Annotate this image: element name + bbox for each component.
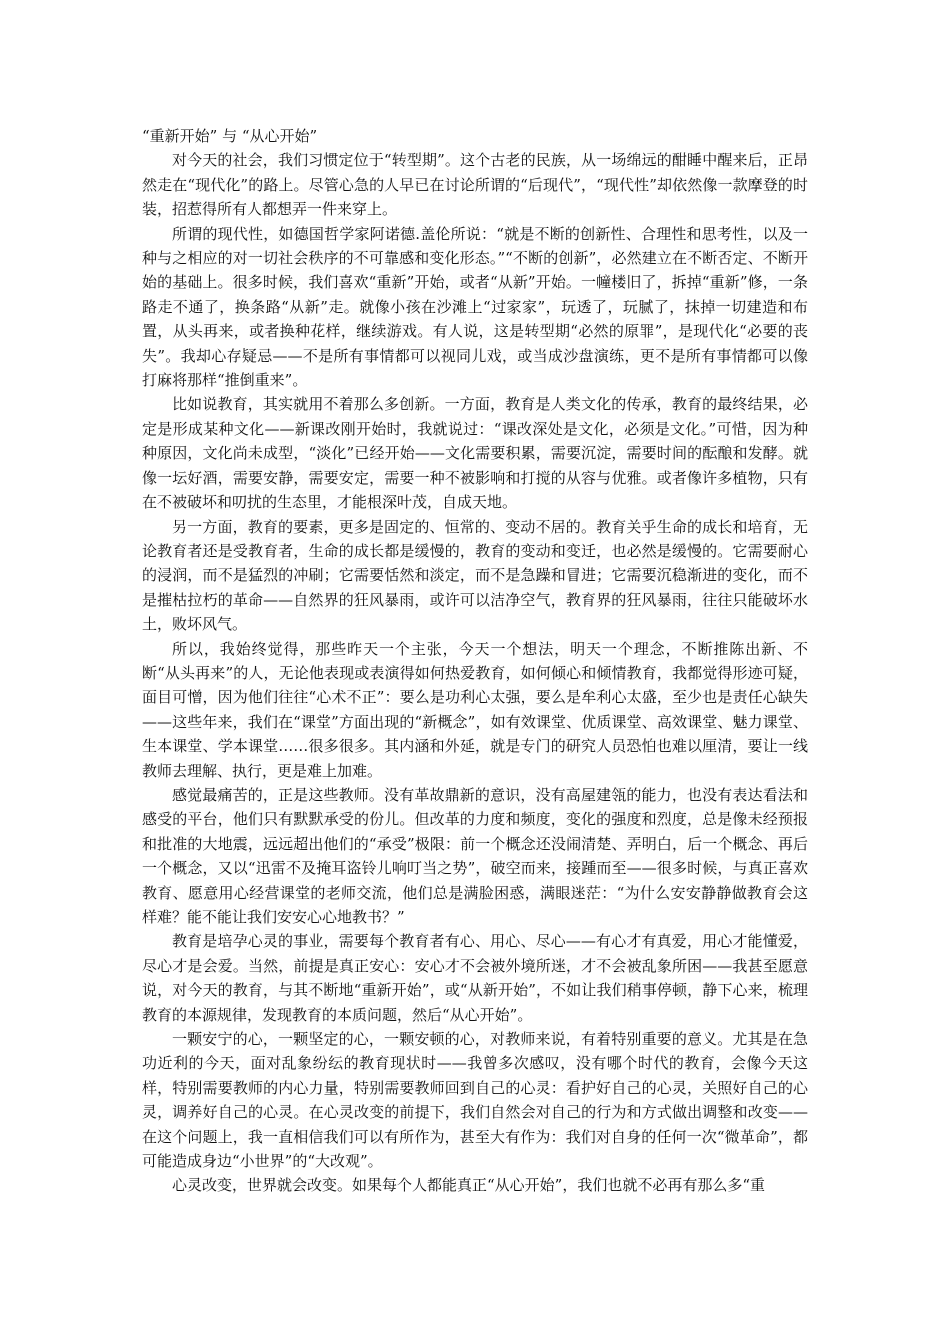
document-title: “重新开始” 与 “从心开始” — [142, 127, 318, 145]
paragraph-1: 对今天的社会，我们习惯定位于“转型期”。这个古老的民族，从一场绵远的酣睡中醒来后，正昂然走在“现代化”的路上。尽管心急的人早已在讨论所谓的“后现代”，“现代性”却依然像一款摩登的时装，招惹得所有人都想弄一件来穿上。 — [142, 151, 808, 219]
paragraph-9: 心灵改变，世界就会改变。如果每个人都能真正“从心开始”，我们也就不必再有那么多“重 — [172, 1176, 766, 1195]
paragraph-3: 比如说教育，其实就用不着那么多创新。一方面，教育是人类文化的传承，教育的最终结果，必定是形成某种文化——新课改刚开始时，我就说过：“课改深处是文化，必须是文化。”可惜，因为种种原因，文化尚未成型，“淡化”已经开始——文化需要积累，需要沉淀，需要时间的酝酿和发酵。就像一坛好酒，需要安静，需要安定，需要一种不被影响和打搅的从容与优雅。或者像许多植物，只有在不被破坏和叨扰的生态里，才能根深叶茂，自成天地。 — [142, 395, 808, 512]
paragraph-7: 教育是培孕心灵的事业，需要每个教育者有心、用心、尽心——有心才有真爱，用心才能懂爱，尽心才是会爱。当然，前提是真正安心：安心才不会被外境所迷，才不会被乱象所困——我甚至愿意说，对今天的教育，与其不断地“重新开始”，或“从新开始”，不如让我们稍事停顿，静下心来，梳理教育的本源规律，发现教育的本质问题，然后“从心开始”。 — [142, 932, 808, 1024]
document-body — [142, 124, 808, 1198]
paragraph-2: 所谓的现代性，如德国哲学家阿诺德.盖伦所说：“就是不断的创新性、合理性和思考性，以及一种与之相应的对一切社会秩序的不可靠感和变化形态。”“不断的创新”，必然建立在不断否定、不断开始的基础上。很多时候，我们喜欢“重新”开始，或者“从新”开始。一幢楼旧了，拆掉“重新”修，一条路走不通了，换条路“从新”走。就像小孩在沙滩上“过家家”，玩透了，玩腻了，抹掉一切建造和布置，从头再来，或者换种花样，继续游戏。有人说，这是转型期“必然的原罪”，是现代化“必要的丧失”。我却心存疑忌——不是所有事情都可以视同儿戏，或当成沙盘演练，更不是所有事情都可以像打麻将那样“推倒重来”。 — [142, 224, 808, 390]
paragraph-5: 所以，我始终觉得，那些昨天一个主张，今天一个想法，明天一个理念，不断推陈出新、不断“从头再来”的人，无论他表现或表演得如何热爱教育，如何倾心和倾情教育，我都觉得形迹可疑，面目可憎，因为他们往往“心术不正”：要么是功利心太强，要么是牟利心太盛，至少也是责任心缺失——这些年来，我们在“课堂”方面出现的“新概念”，如有效课堂、优质课堂、高效课堂、魅力课堂、生本课堂、学本课堂……很多很多。其内涵和外延，就是专门的研究人员恐怕也难以厘清，要让一线教师去理解、执行，更是难上加难。 — [142, 639, 808, 780]
paragraph-6: 感觉最痛苦的，正是这些教师。没有革故鼎新的意识，没有高屋建瓴的能力，也没有表达看法和感受的平台，他们只有默默承受的份儿。但改革的力度和频度，变化的强度和烈度，总是像未经预报和批准的大地震，远远超出他们的“承受”极限：前一个概念还没闹清楚、弄明白，后一个概念、再后一个概念，又以“迅雷不及掩耳盗铃儿响叮当之势”，破空而来，接踵而至——很多时候，与真正喜欢教育、愿意用心经营课堂的老师交流，他们总是满脸困惑，满眼迷茫：“为什么安安静静做教育会这样难？能不能让我们安安心心地教书？” — [142, 785, 808, 926]
paragraph-8: 一颗安宁的心，一颗坚定的心，一颗安顿的心，对教师来说，有着特别重要的意义。尤其是在急功近利的今天，面对乱象纷纭的教育现状时——我曾多次感叹，没有哪个时代的教育，会像今天这样，特别需要教师的内心力量，特别需要教师回到自己的心灵：看护好自己的心灵，关照好自己的心灵，调养好自己的心灵。在心灵改变的前提下，我们自然会对自己的行为和方式做出调整和改变——在这个问题上，我一直相信我们可以有所作为，甚至大有作为：我们对自身的任何一次“微革命”，都可能造成身边“小世界”的“大改观”。 — [142, 1030, 808, 1171]
paragraph-4: 另一方面，教育的要素，更多是固定的、恒常的、变动不居的。教育关乎生命的成长和培育，无论教育者还是受教育者，生命的成长都是缓慢的，教育的变动和变迁，也必然是缓慢的。它需要耐心的浸润，而不是猛烈的冲刷；它需要恬然和淡定，而不是急躁和冒进；它需要沉稳渐进的变化，而不是摧枯拉朽的革命——自然界的狂风暴雨，或许可以洁净空气，教育界的狂风暴雨，往往只能破坏水土，败坏风气。 — [142, 517, 808, 634]
